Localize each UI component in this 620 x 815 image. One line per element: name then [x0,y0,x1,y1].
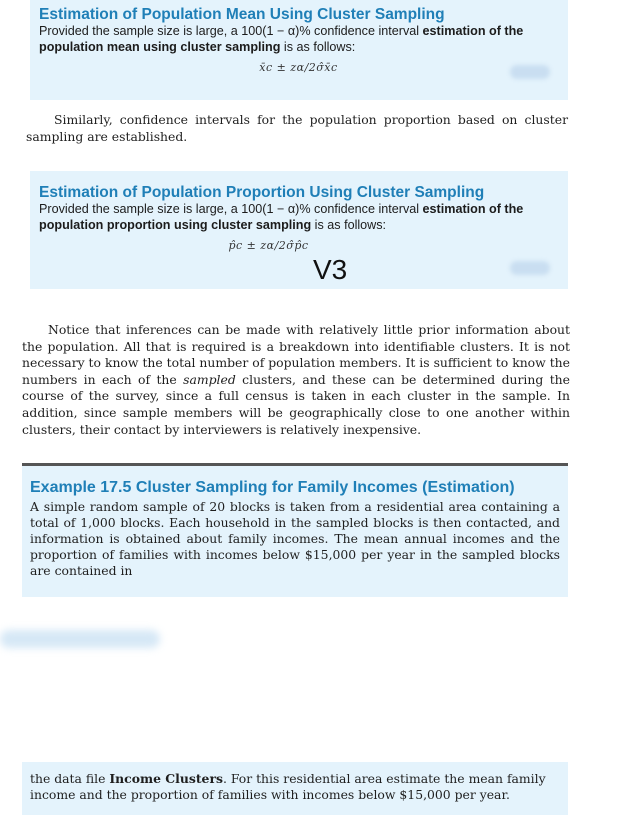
example-title: Example 17.5 Cluster Sampling for Family Incomes (Estimation) [30,479,515,496]
example-box [22,463,568,597]
box-intro-mean: Provided the sample size is large, a 100(1 − α)% confidence interval estimation of the population mean using cluster sampling is as follows: [39,24,524,54]
box-intro-proportion: Provided the sample size is large, a 100(1 − α)% confidence interval estimation of the population proportion using cluster sampling is as follows: [39,202,524,232]
box-title-proportion: Estimation of Population Proportion Using Cluster Sampling [39,184,485,201]
box-title-mean: Estimation of Population Mean Using Cluster Sampling [39,6,445,23]
definition-box-mean [30,0,568,100]
paragraph-inferences: Notice that inferences can be made with relatively little prior information about the population. All that is required is a breakdown into identifiable clusters. It is not necessary to know the total number of population members. It is sufficient to know the numbers in each of the sampled clusters, and these can be determined during the course of the survey, since a full census is taken in each cluster in the sample. In addition, since sample members will be geographically close to one another within clusters, their contact by interviewers is relatively inexpensive. [22,322,570,437]
blurred-mark [510,261,550,275]
formula-mean: x̄c ± zα/2σ̂x̄c [259,61,338,74]
watermark-label: V3 [313,254,348,285]
definition-box-proportion [30,171,568,289]
formula-proportion: p̂c ± zα/2σ̂p̂c [228,239,309,252]
paragraph-similarly: Similarly, confidence intervals for the population proportion based on cluster sampling are established. [26,112,568,144]
blurred-region [0,630,160,648]
example-text: A simple random sample of 20 blocks is taken from a residential area containing a total of 1,000 blocks. Each household in the sampled blocks is then contacted, and information is obtained about family incomes. The mean annual incomes and the proportion of families with incomes below $15,000 per year in the sampled blocks are contained in [30,499,560,578]
example-continuation: the data file Income Clusters. For this residential area estimate the mean family income and the proportion of families with incomes below $15,000 per year. [22,762,568,815]
blurred-mark [510,65,550,79]
